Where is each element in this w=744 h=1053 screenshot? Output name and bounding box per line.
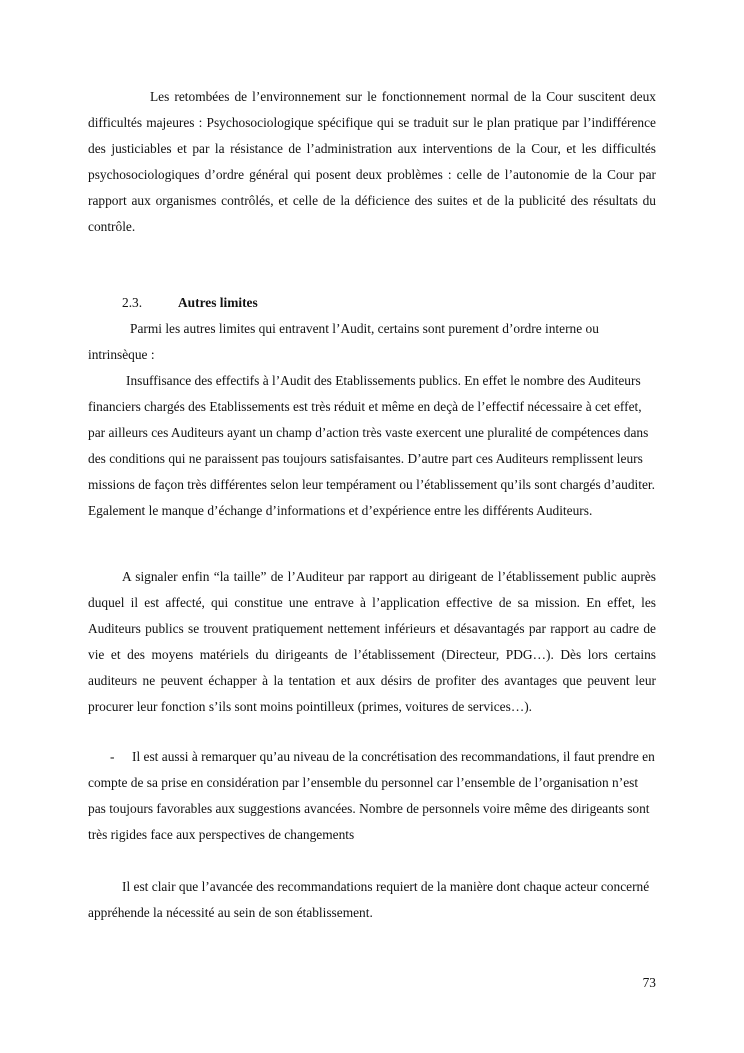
paragraph-auditor-size: A signaler enfin “la taille” de l’Auditeur par rapport au dirigeant de l’établissement public auprès duquel il est affecté, qui constitue une entrave à l’application effective de sa mission. En effet, les Auditeurs publics se trouvent pratiquement nettement inférieurs et désavantagés par rapport au cadre de vie et des moyens matériels du dirigeants de l’établissement (Directeur, PDG…). Dès lors certains auditeurs ne peuvent échapper à la tentation et aux désirs de profiter des avantages que peuvent leur procurer leur fonction s’ils sont moins pointilleux (primes, voitures de services…). [88, 569, 656, 714]
bullet-dash: - [110, 749, 115, 764]
paragraph-environment-impact: Les retombées de l’environnement sur le fonctionnement normal de la Cour suscitent deux difficultés majeures : Psychosociologique spécifique qui se traduit sur le plan pratique par l’indifférence des justiciables et par la résistance de l’administration aux interventions de la Cour, et les difficultés psychosociologiques d’ordre général qui posent deux problèmes : celle de l’autonomie de la Cour par rapport aux organismes contrôlés, et celle de la déficience des suites et de la publicité des résultats du contrôle. [88, 89, 656, 234]
paragraph-recommendations-bullet [88, 744, 656, 848]
bullet-text: Il est aussi à remarquer qu’au niveau de la concrétisation des recommandations, il faut prendre en compte de sa prise en considération par l’ensemble du personnel car l’ensemble de l’organisation n’est pas toujours favorables aux suggestions avancées. Nombre de personnels voire même des dirigeants sont très rigides face aux perspectives de changements [88, 749, 655, 842]
section-heading [122, 290, 258, 316]
paragraph-other-limits-intro: Parmi les autres limites qui entravent l’Audit, certains sont purement d’ordre interne ou intrinsèque : [88, 321, 599, 362]
page-number: 73 [642, 975, 656, 990]
paragraph-staff-shortage: Insuffisance des effectifs à l’Audit des Etablissements publics. En effet le nombre des Auditeurs financiers chargés des Etablissements est très réduit et même en deçà de l’effectif nécessaire à cet effet, par ailleurs ces Auditeurs ayant un champ d’action très vaste exercent une pluralité de compétences dans des conditions qui ne paraissent pas toujours satisfaisantes. D’autre part ces Auditeurs remplissent leurs missions de façon très différentes selon leur tempérament ou l’établissement qu’ils sont chargés d’auditer. Egalement le manque d’échange d’informations et d’expérience entre les différents Auditeurs. [88, 373, 655, 518]
section-number: 2.3. [122, 295, 143, 310]
section-title: Autres limites [178, 295, 258, 310]
paragraph-conclusion: Il est clair que l’avancée des recommandations requiert de la manière dont chaque acteur concerné appréhende la nécessité au sein de son établissement. [88, 879, 650, 920]
